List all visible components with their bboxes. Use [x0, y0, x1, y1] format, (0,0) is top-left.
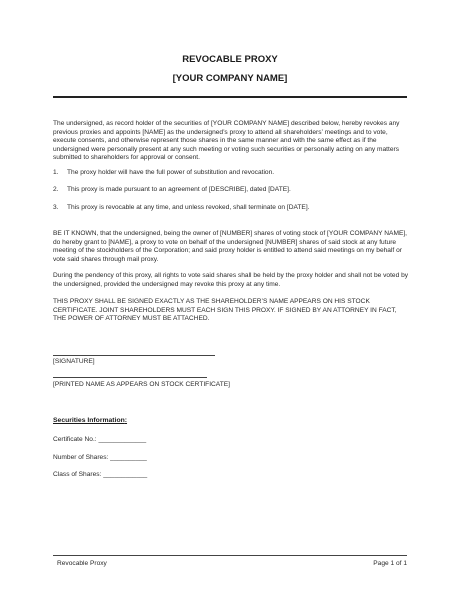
signing-notice-paragraph: THIS PROXY SHALL BE SIGNED EXACTLY AS THE SHAREHOLDER’S NAME APPEARS ON HIS STOCK CERTIFICATE. JOINT SHAREHOLDERS MUST EACH SIGN THIS PROXY. IF SIGNED BY AN ATTORNEY IN FACT, THE POWER OF ATTORNEY MUST BE ATTACHED. — [53, 298, 397, 323]
securities-heading-text: Securities Information — [53, 417, 125, 424]
securities-heading-colon: : — [124, 417, 128, 424]
signature-label: [SIGNATURE] — [53, 358, 95, 365]
printed-name-line — [53, 377, 207, 378]
printed-name-label: [PRINTED NAME AS APPEARS ON STOCK CERTIFICATE] — [53, 381, 230, 388]
class-of-shares-field: Class of Shares: ____________ — [53, 471, 148, 478]
list-item-number: 3. — [53, 204, 59, 211]
grant-paragraph: BE IT KNOWN, that the undersigned, being the owner of [NUMBER] shares of voting stock of [YOUR COMPANY NAME], do hereby grant to [NAME], a proxy to vote on behalf of the undersigned [NUMBER] shares of said stock at any future meeting of the stockholders of the Corporation; and said proxy holder is entitled to attend said meetings on my behalf or vote said shares through mail proxy. — [53, 230, 408, 263]
footer-page-number: Page 1 of 1 — [373, 560, 407, 567]
intro-paragraph: The undersigned, as record holder of the securities of [YOUR COMPANY NAME] described below, hereby revokes any previous proxies and appoints [NAME] as the undersigned’s proxy to attend all shareholders’ meetings and to vote, execute consents, and otherwise represent those shares in the same manner and with the same effect as if the undersigned were personally present at any such meeting or voting such securities or personally acting on any matters submitted to shareholders for approval or consent. — [53, 120, 400, 162]
list-item-number: 1. — [53, 169, 59, 176]
footer-divider — [53, 555, 407, 556]
list-item-text: This proxy is made pursuant to an agreement of [DESCRIBE], dated [DATE]. — [67, 186, 291, 193]
document-title: REVOCABLE PROXY — [182, 54, 278, 65]
list-item-text: The proxy holder will have the full power of substitution and revocation. — [67, 169, 275, 176]
certificate-no-field: Certificate No.: _____________ — [53, 436, 147, 443]
pendency-paragraph: During the pendency of this proxy, all rights to vote said shares shall be held by the proxy holder and shall not be voted by the undersigned, provided the undersigned may revoke this proxy at any time. — [53, 272, 409, 288]
signature-line — [53, 355, 215, 356]
company-name-heading: [YOUR COMPANY NAME] — [172, 73, 288, 84]
number-of-shares-field: Number of Shares: __________ — [53, 454, 147, 461]
header-divider — [53, 96, 407, 98]
securities-heading — [53, 417, 127, 424]
list-item-text: This proxy is revocable at any time, and unless revoked, shall terminate on [DATE]. — [67, 204, 310, 211]
footer-document-name: Revocable Proxy — [57, 560, 107, 567]
list-item-number: 2. — [53, 186, 59, 193]
